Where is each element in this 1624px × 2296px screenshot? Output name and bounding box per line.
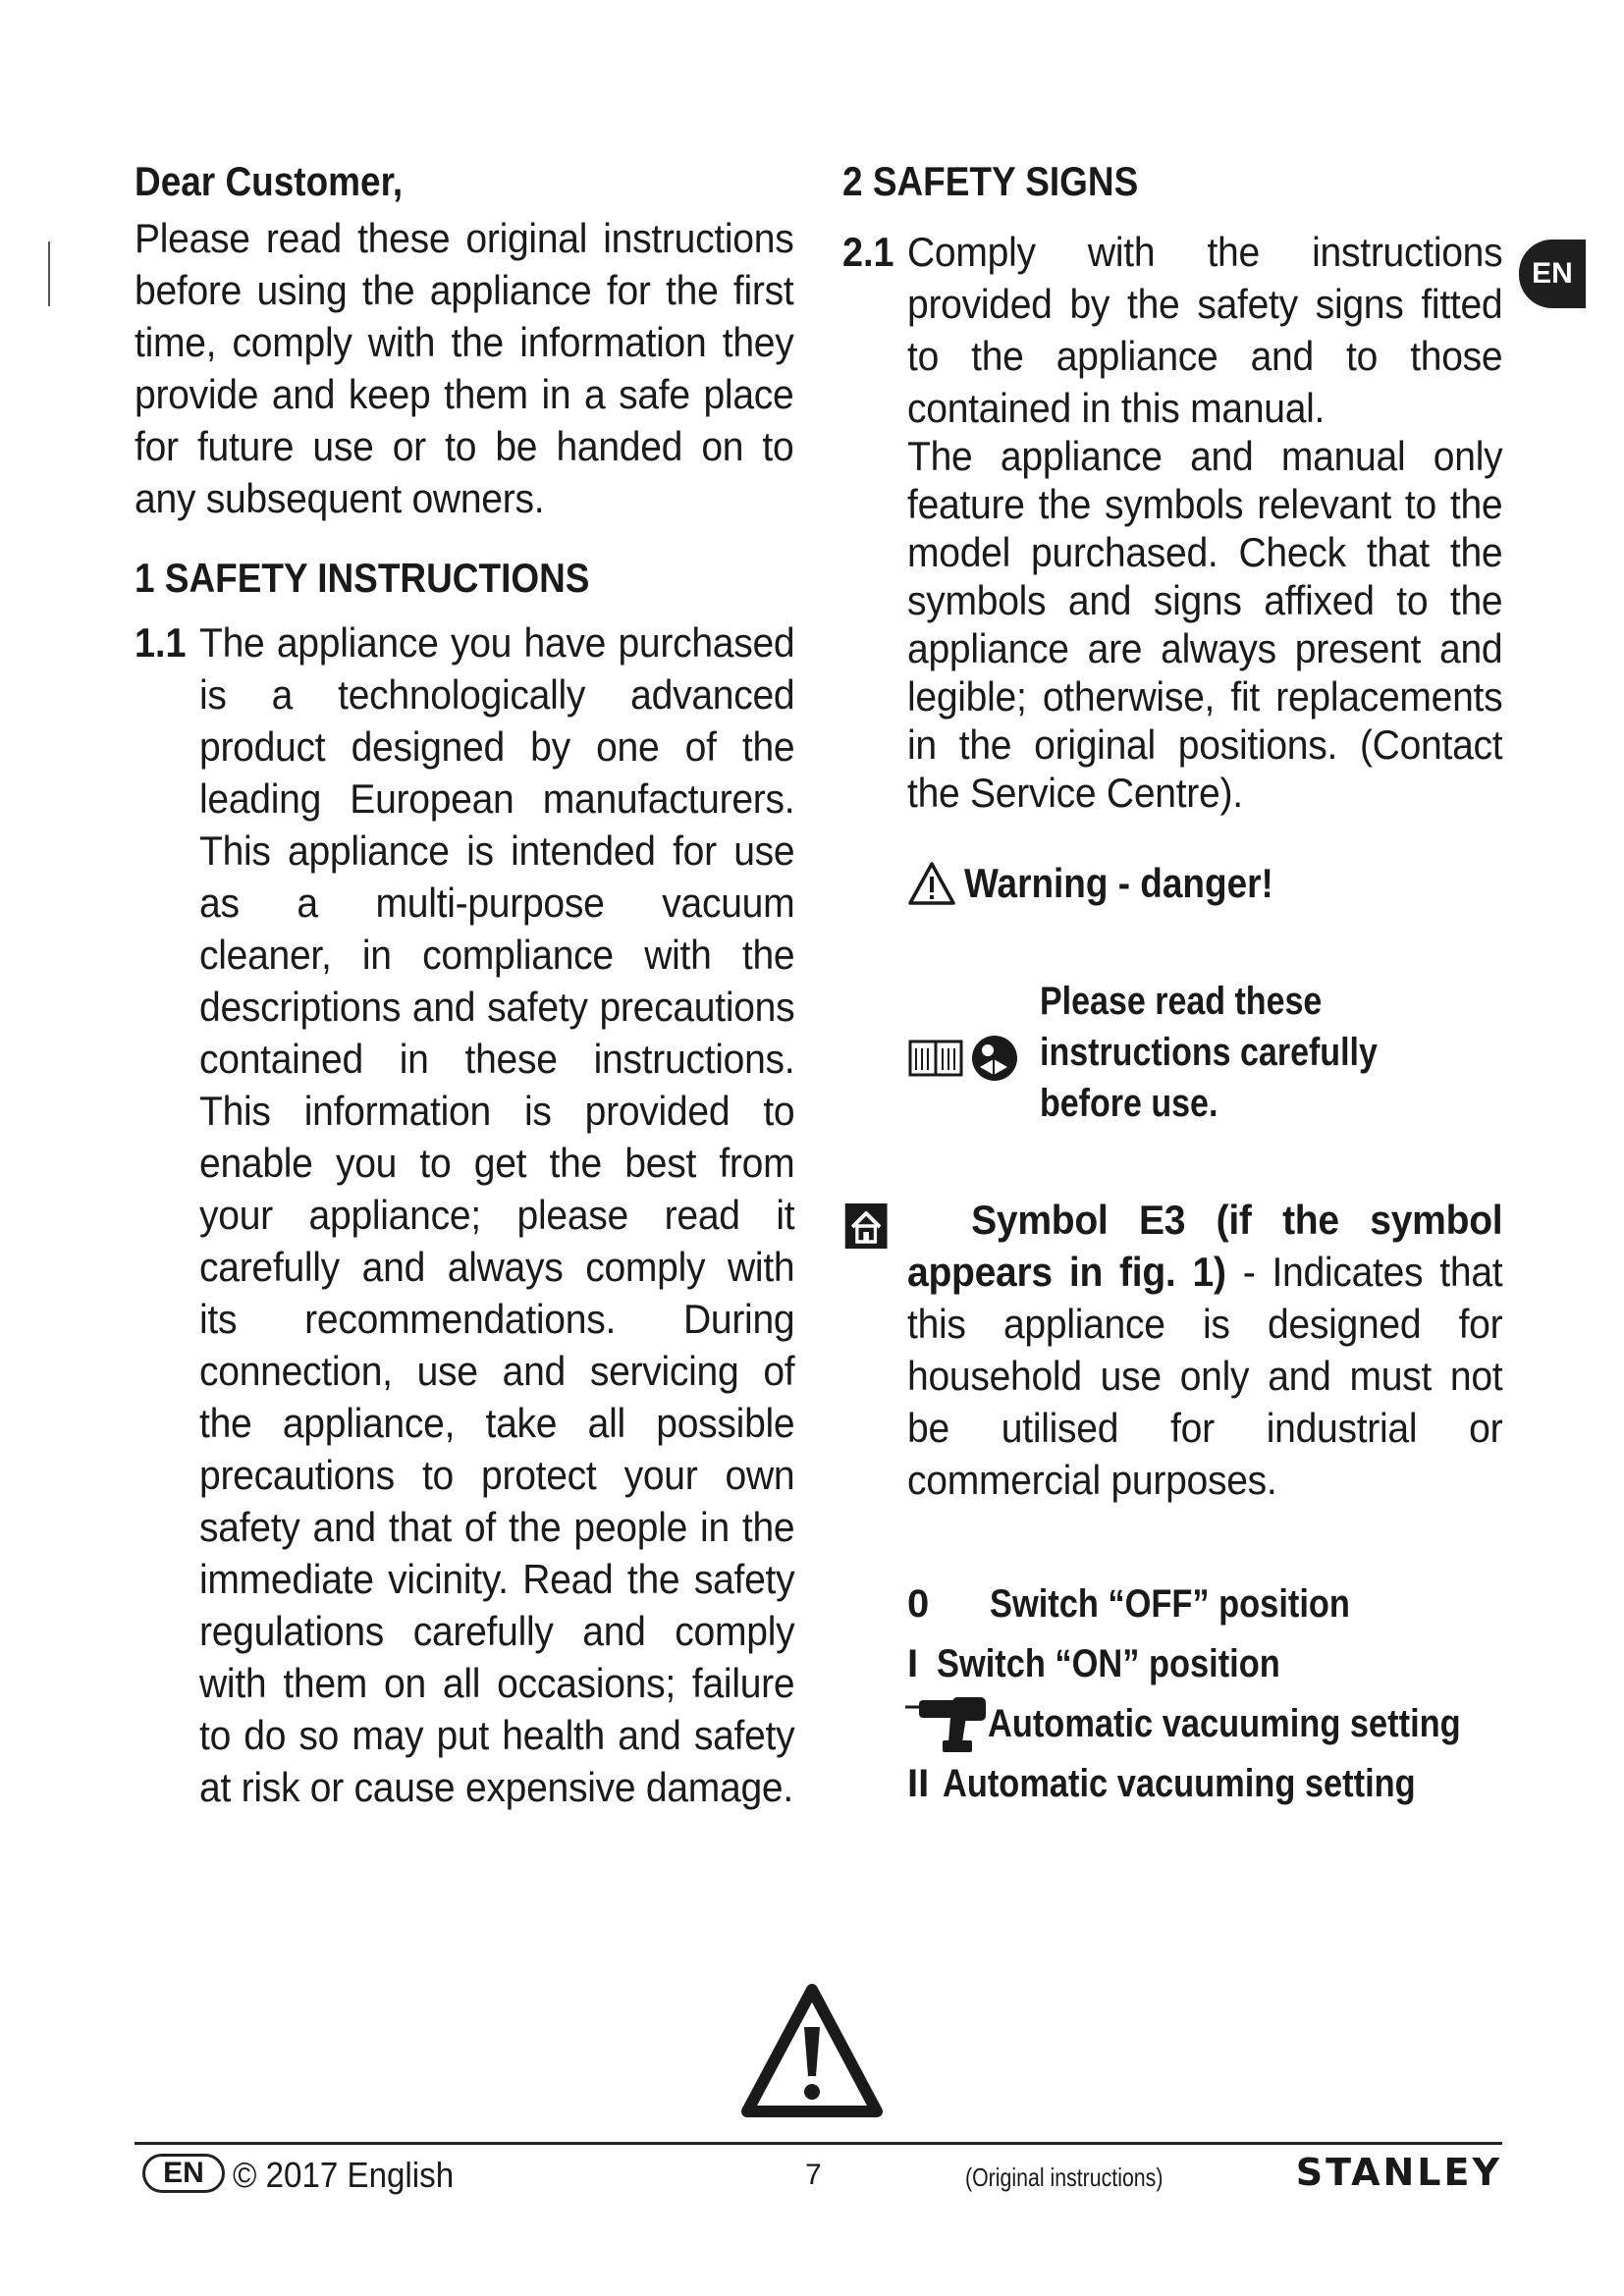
paragraph-number: 2.1 xyxy=(842,229,894,275)
section-1-title: 1 SAFETY INSTRUCTIONS xyxy=(135,555,590,601)
page-number: 7 xyxy=(805,2159,822,2191)
manual-book-icon xyxy=(907,1037,964,1080)
right-column xyxy=(842,157,1502,1814)
switch-key: 0 xyxy=(907,1582,930,1626)
footer-original-note: (Original instructions) xyxy=(965,2163,1164,2192)
read-manual-person-icon xyxy=(970,1034,1019,1083)
switch-label: Switch “OFF” position xyxy=(990,1582,1350,1626)
switch-key: II xyxy=(907,1762,930,1805)
symbol-e3-description: - Indicates that this appliance is designed for household use only and must not be utilised for industrial or commercial purposes. xyxy=(907,1249,1503,1503)
paragraph-text: The appliance you have purchased is a technologically advanced product designed by one of the leading European manufacturers. This appliance is intended for use as a multi-purpose vacuum cleaner, in compliance with the descriptions and safety precautions contained in these instructions. This information is provided to enable you to get the best from your appliance; please read it carefully and always comply with its recommendations. During connection, use and servicing of the appliance, take all possible precautions to protect your own safety and that of the people in the immediate vicinity. Read the safety regulations carefully and comply with them on all occasions; failure to do so may put health and safety at risk or cause expensive damage. xyxy=(199,619,795,1810)
read-instructions-label: Please read these instructions carefully before use. xyxy=(1040,980,1378,1125)
footer-rule xyxy=(135,2142,1502,2145)
warning-triangle-icon xyxy=(907,861,956,906)
brand-logo: STANLEY xyxy=(1295,2151,1502,2194)
left-column xyxy=(135,157,794,1813)
paragraph-2-1 xyxy=(842,226,1502,1814)
switch-key: I xyxy=(907,1642,919,1685)
language-tab: EN xyxy=(1519,240,1586,308)
large-warning-triangle-icon xyxy=(740,1982,884,2119)
warning-label: Warning - danger! xyxy=(964,860,1273,906)
switch-positions xyxy=(907,1575,1547,1814)
switch-off-row xyxy=(907,1575,1547,1634)
intro-paragraph: Please read these original instructions before using the appliance for the first time, comply with the information they provide and keep them in a safe place for future use or to be handed on to any subsequent owners. xyxy=(135,215,794,521)
switch-tool-row xyxy=(907,1694,1547,1754)
switch-on-row xyxy=(907,1634,1547,1694)
footer xyxy=(135,2150,1502,2199)
margin-mark xyxy=(48,241,50,306)
paragraph-text: Comply with the instructions provided by the safety signs fitted to the appliance and to those contained in this manual. xyxy=(907,229,1503,431)
switch-ii-row xyxy=(907,1754,1547,1814)
switch-label: Automatic vacuuming setting xyxy=(988,1702,1461,1745)
paragraph-1-1 xyxy=(135,616,794,1813)
paragraph-number: 1.1 xyxy=(135,619,187,666)
read-instructions-line xyxy=(907,976,1547,1129)
symbol-e3-title: Symbol E3 (if the symbol appears in fig. 1) xyxy=(907,1197,1503,1295)
warning-line xyxy=(907,860,1547,907)
footer-language-badge: EN xyxy=(142,2154,225,2193)
paragraph-text-2: The appliance and manual only feature the symbols relevant to the model purchased. Check that the symbols and signs affixed to the appliance are always present and legible; otherwise, fit replacements in the original positions. (Contact the Service Centre). xyxy=(907,433,1503,816)
symbol-e3-block xyxy=(907,1194,1547,1506)
power-tool-icon xyxy=(903,1695,988,1754)
footer-copyright: © 2017 English xyxy=(233,2155,455,2195)
symbol-e3-paragraph xyxy=(907,1194,1502,1506)
section-2-title: 2 SAFETY SIGNS xyxy=(842,158,1139,204)
switch-label: Switch “ON” position xyxy=(937,1642,1280,1685)
greeting: Dear Customer, xyxy=(135,158,404,204)
switch-label: Automatic vacuuming setting xyxy=(943,1762,1416,1805)
house-symbol-icon xyxy=(843,1201,890,1251)
